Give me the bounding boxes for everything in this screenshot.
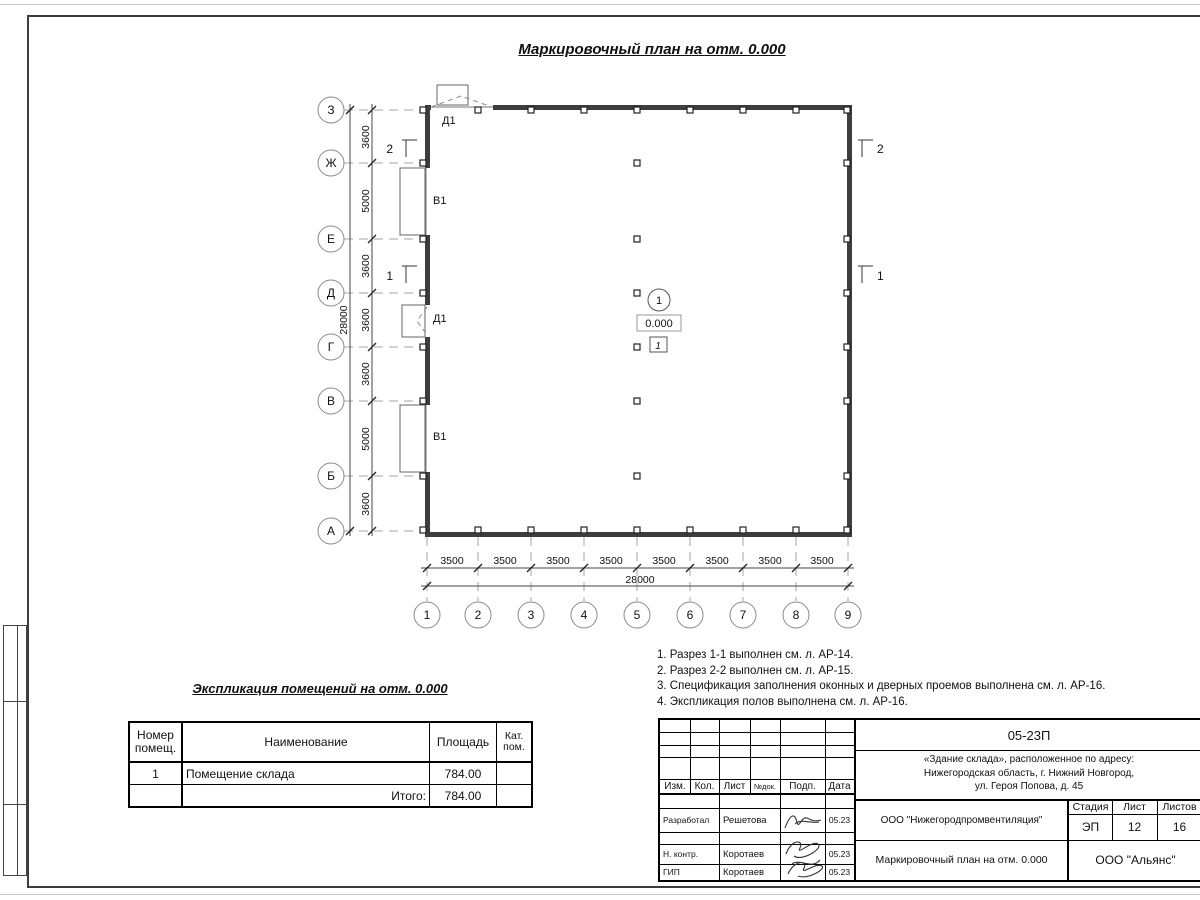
side-stamp-line-2	[4, 804, 26, 805]
axis-label: 3	[527, 608, 535, 622]
columns	[420, 107, 850, 533]
sign-name: Решетова	[723, 814, 767, 826]
total-area: 784.00	[430, 785, 497, 808]
object-address-line: Нижегородская область, г. Нижний Новгород,	[923, 767, 1135, 779]
rev-header-izm: Изм.	[664, 780, 686, 792]
axis-label: Г	[327, 340, 335, 354]
axis-label: 7	[739, 608, 747, 622]
rev-header-list: Лист	[723, 780, 746, 792]
dim-total-label: 28000	[625, 574, 655, 586]
opening-sills	[426, 107, 493, 472]
axis-label: Д	[326, 286, 336, 300]
sign-role: Разработал	[663, 815, 710, 825]
note-line: 4. Экспликация полов выполнена см. л. АР-16.	[657, 695, 908, 708]
sheets-total: 16	[1172, 820, 1187, 834]
section-label: 2	[877, 142, 884, 156]
room-schedule-table	[128, 721, 533, 808]
sign-role: Н. контр.	[663, 849, 699, 859]
axis-label: Ж	[325, 156, 337, 170]
axis-label: 6	[686, 608, 694, 622]
gate-label: В1	[433, 195, 447, 207]
dim-label: 3500	[705, 555, 729, 567]
dim-label: 5000	[360, 189, 372, 213]
section-label: 1	[877, 269, 884, 283]
dim-label: 3600	[360, 254, 372, 278]
dim-label: 3500	[493, 555, 517, 567]
side-stamp	[3, 625, 27, 876]
sheets-label: Листов	[1162, 800, 1197, 813]
table-row	[129, 762, 532, 785]
section-label: 1	[386, 269, 393, 283]
floor-type-mark: 1	[655, 341, 661, 352]
sign-date: 05.23	[828, 849, 851, 859]
room-cat	[497, 762, 533, 785]
sign-date: 05.23	[828, 867, 851, 877]
room-elevation: 0.000	[645, 318, 673, 330]
room-area: 784.00	[430, 762, 497, 785]
sheet-label: Лист	[1123, 800, 1146, 813]
table-total-row	[129, 785, 532, 808]
schedule-header-num: Номер помещ.	[129, 722, 182, 762]
signature-korotaev	[778, 836, 828, 882]
row-dimension-labels	[338, 125, 372, 516]
note-line: 3. Спецификация заполнения оконных и дверных проемов выполнена см. л. АР-16.	[657, 680, 1106, 692]
dim-label: 3600	[360, 362, 372, 386]
axis-lines-cols	[427, 537, 848, 601]
axis-label: З	[327, 103, 335, 117]
firm-name: ООО "Альянс"	[1095, 853, 1176, 867]
axis-label: 8	[792, 608, 800, 622]
sign-name: Коротаев	[723, 848, 765, 860]
axis-label: 2	[474, 608, 482, 622]
note-line: 1. Разрез 1-1 выполнен см. л. АР-14.	[657, 649, 854, 661]
stage-label: Стадия	[1072, 800, 1109, 813]
opening-outlines	[400, 85, 468, 472]
dim-label: 3500	[440, 555, 464, 567]
axis-label: 9	[844, 608, 852, 622]
rev-header-podp: Подп.	[789, 780, 816, 792]
row-axis-labels	[325, 103, 336, 538]
note-line: 2. Разрез 2-2 выполнен см. л. АР-15.	[657, 664, 854, 677]
room-marker	[637, 289, 681, 352]
title-block	[658, 718, 1200, 882]
schedule-title: Экспликация помещений на отм. 0.000	[192, 681, 448, 696]
sign-role: ГИП	[663, 867, 680, 877]
schedule-header-row	[129, 722, 532, 762]
sign-name: Коротаев	[723, 866, 765, 878]
sign-date: 05.23	[828, 815, 851, 825]
sheet-title: Маркировочный план на отм. 0.000	[875, 854, 1048, 866]
dim-label: 3500	[652, 555, 676, 567]
dim-label: 3600	[360, 308, 372, 332]
opening-labels	[433, 115, 456, 443]
room-number: 1	[655, 295, 663, 307]
door-label: Д1	[442, 115, 456, 127]
axis-label: А	[326, 524, 336, 538]
object-address	[860, 753, 1198, 794]
doc-code: 05-23П	[1007, 727, 1051, 743]
object-address-line: «Здание склада», расположенное по адресу:	[923, 754, 1135, 765]
dim-label: 3600	[360, 125, 372, 149]
dim-label: 3500	[810, 555, 834, 567]
dim-total-label: 28000	[338, 305, 350, 335]
stage-value: ЭП	[1081, 820, 1100, 834]
dim-label: 3500	[599, 555, 623, 567]
rev-header-ndok: №док.	[754, 781, 776, 791]
sheet-number: 12	[1127, 820, 1142, 834]
total-label: Итого:	[182, 785, 430, 808]
rev-header-kol: Кол.	[694, 780, 715, 792]
schedule-header-area: Площадь	[430, 722, 497, 762]
axis-label: Б	[327, 469, 335, 483]
notes-list	[657, 648, 1197, 710]
dim-label: 3500	[546, 555, 570, 567]
axis-label: 4	[580, 608, 588, 622]
dim-label: 3500	[758, 555, 782, 567]
room-name: Помещение склада	[182, 762, 430, 785]
schedule-header-cat: Кат. пом.	[497, 722, 533, 762]
page-edge-bottom	[0, 894, 1200, 895]
rev-header-data: Дата	[828, 780, 851, 792]
side-stamp-divider	[17, 626, 18, 875]
axis-label: Е	[326, 232, 336, 246]
plan-title: Маркировочный план на отм. 0.000	[518, 41, 786, 58]
object-address-line: ул. Героя Попова, д. 45	[974, 781, 1084, 792]
total-empty	[129, 785, 182, 808]
signature-reshetova	[781, 808, 825, 834]
section-label: 2	[386, 142, 393, 156]
axis-label: 1	[423, 608, 431, 622]
schedule-header-name: Наименование	[182, 722, 430, 762]
side-stamp-line-1	[4, 701, 26, 702]
door-label: Д1	[433, 313, 447, 325]
dim-label: 3600	[360, 492, 372, 516]
company-name: ООО "Нижегородпромвентиляция"	[880, 815, 1043, 826]
axis-label: В	[326, 394, 336, 408]
axis-label: 5	[633, 608, 641, 622]
dim-label: 5000	[360, 427, 372, 451]
gate-label: В1	[433, 431, 447, 443]
total-cat	[497, 785, 533, 808]
room-num: 1	[129, 762, 182, 785]
